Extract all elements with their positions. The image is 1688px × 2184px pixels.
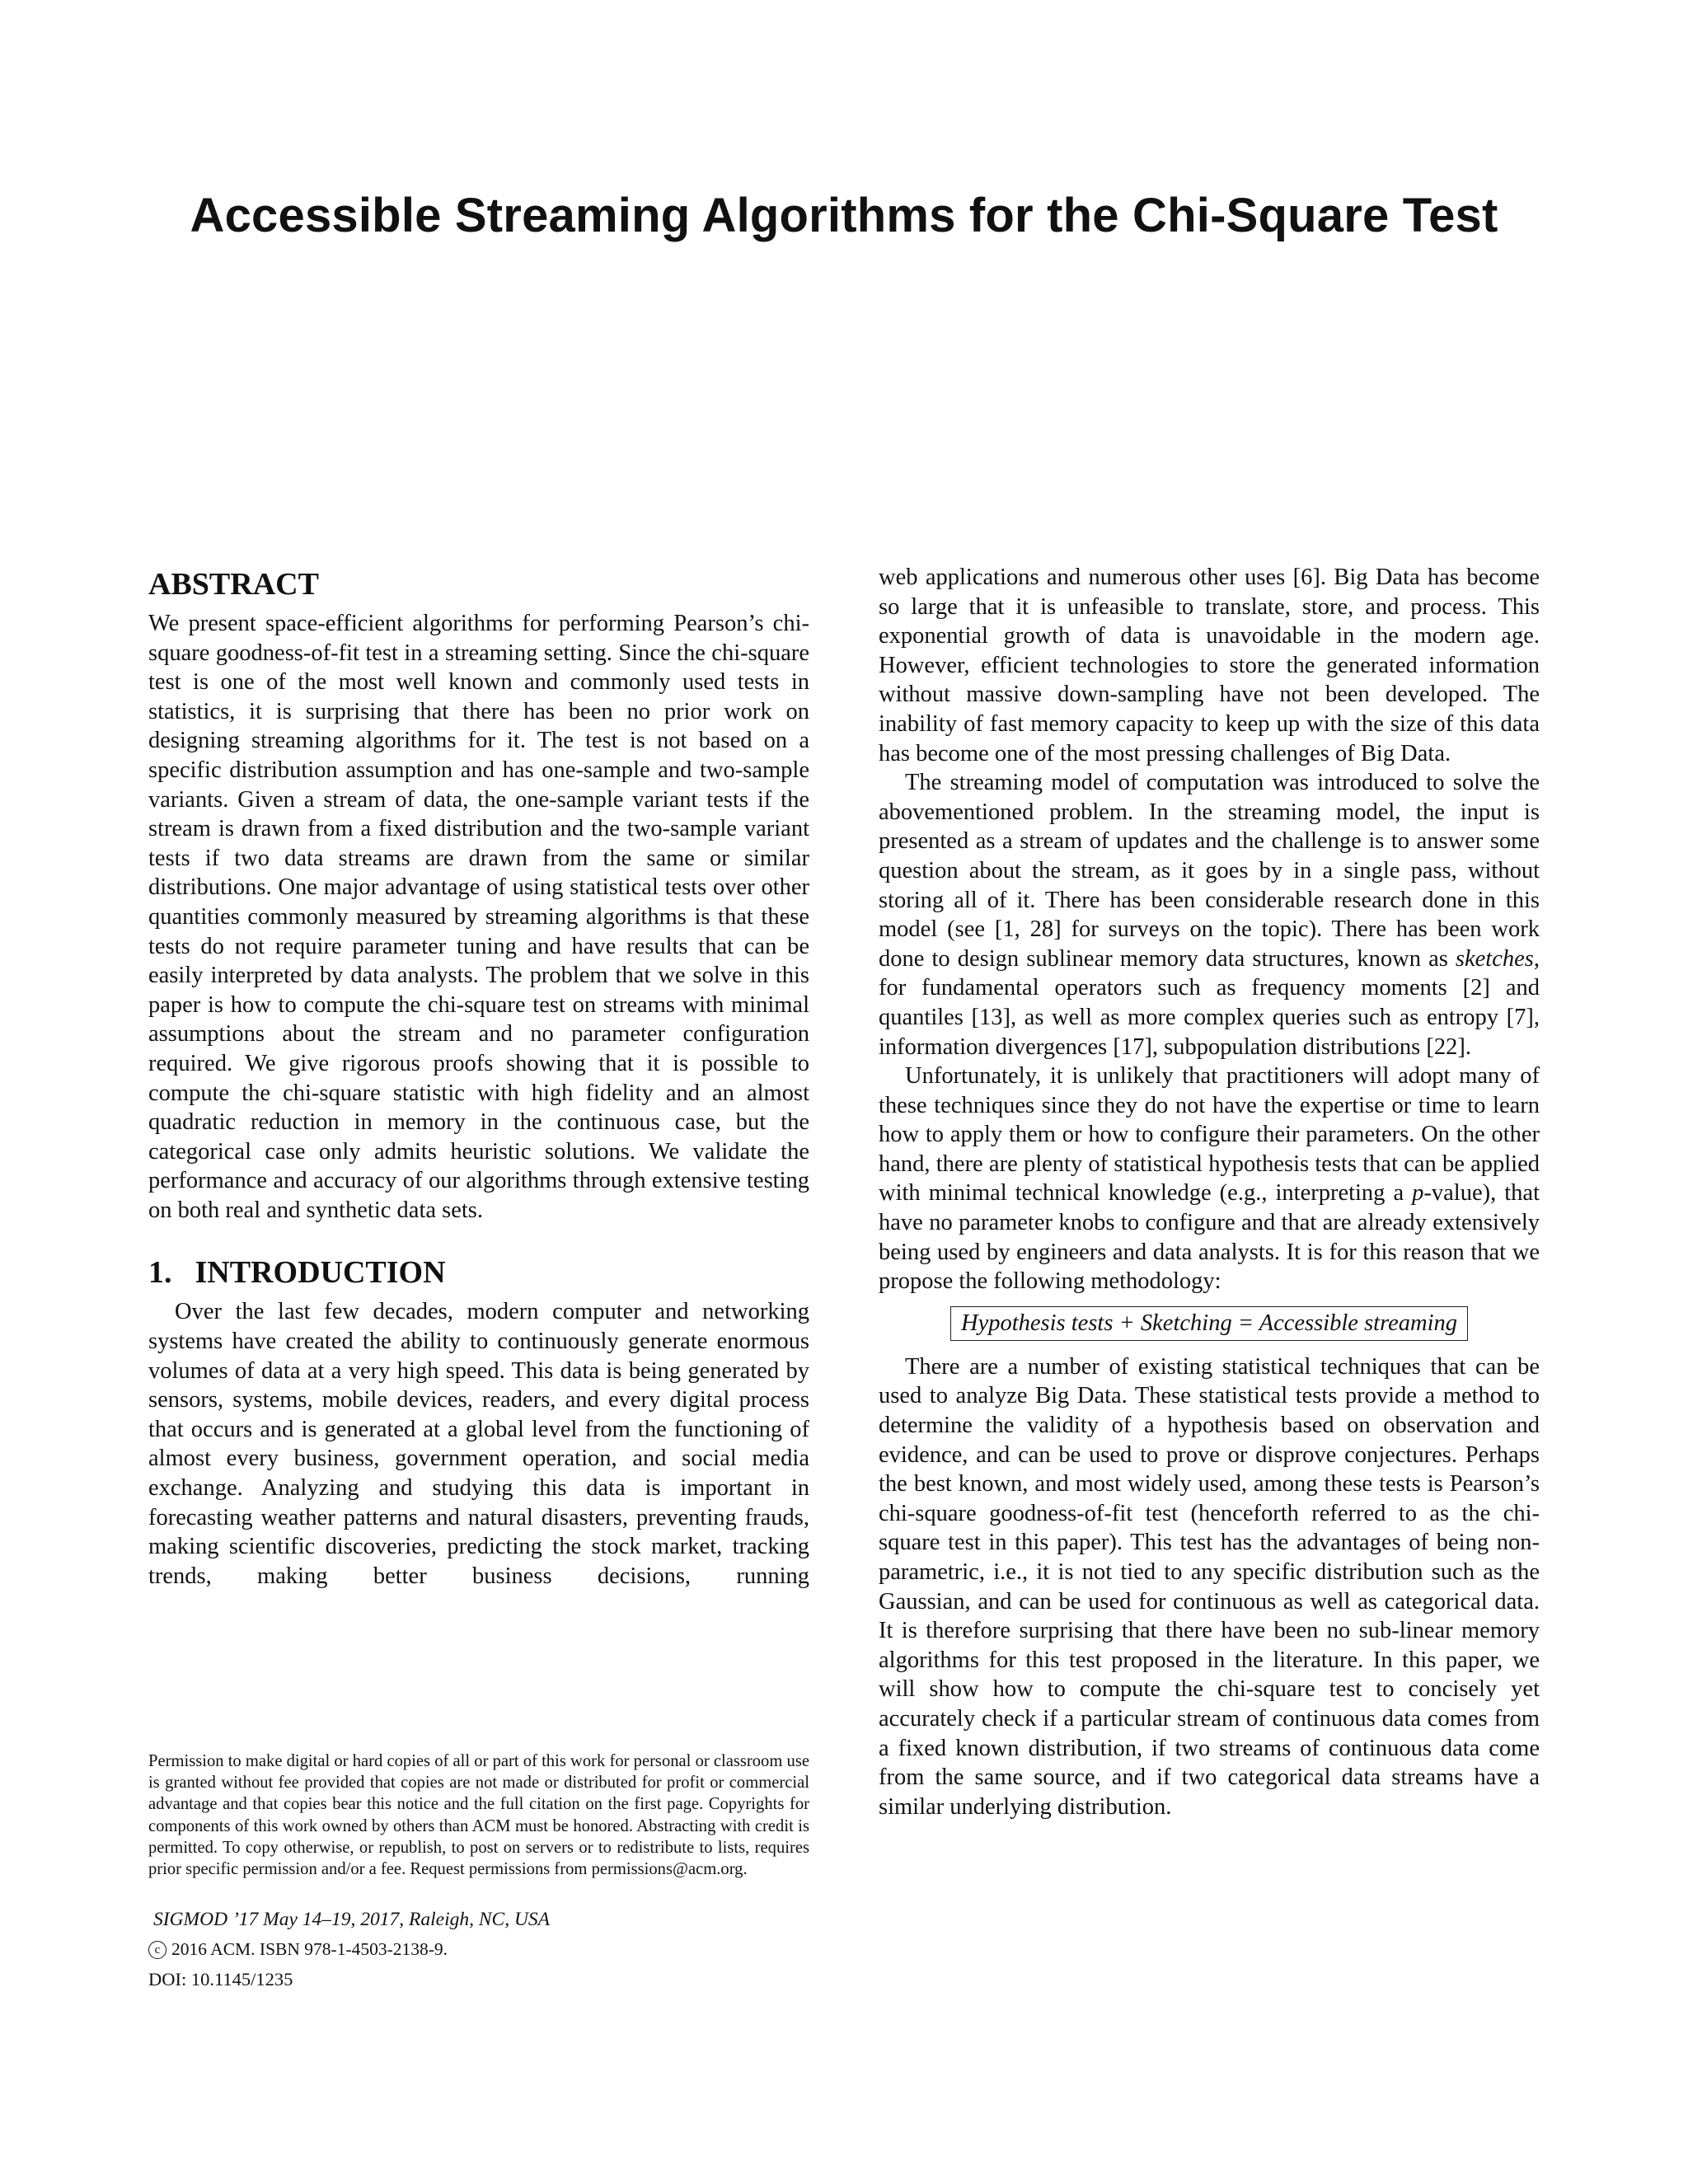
copyright-text: 2016 ACM. ISBN 978-1-4503-2138-9. (171, 1939, 448, 1959)
intro-paragraph-3 (879, 1062, 1540, 1296)
copyright-icon: c (148, 1941, 166, 1959)
doi-line: DOI: 10.1145/1235 (148, 1969, 293, 1990)
section-title: INTRODUCTION (195, 1255, 446, 1291)
methodology-formula: Hypothesis tests + Sketching = Accessible streaming (950, 1306, 1468, 1341)
intro-paragraph-2 (879, 768, 1540, 1062)
conference-venue: SIGMOD ’17 May 14–19, 2017, Raleigh, NC, USA (153, 1909, 551, 1930)
intro-paragraph-1-continued (879, 563, 1540, 768)
abstract-text: We present space-efficient algorithms for performing Pearson’s chi-square goodness-of-fit test in a streaming setting. Since the chi-square test is one of the most well known and commonly used tests in statistics, it is surprising that there has been no prior work on designing streaming algorithms for it. The test is not based on a specific distribution assumption and has one-sample and two-sample variants. Given a stream of data, the one-sample variant tests if the stream is drawn from a fixed distribution and the two-sample variant tests if two data streams are drawn from the same or similar distributions. One major advantage of using statistical tests over other quantities commonly measured by streaming algorithms is that these tests do not require parameter tuning and have results that can be easily interpreted by data analysts. The problem that we solve in this paper is how to compute the chi-square test on streams with minimal assumptions about the stream and no parameter configuration required. We give rigorous proofs showing that it is possible to compute the chi-square statistic with high fidelity and an almost quadratic reduction in memory in the continuous case, but the categorical case only admits heuristic solutions. We validate the performance and accuracy of our algorithms through extensive testing on both real and synthetic data sets. (148, 611, 809, 1223)
copyright-line (148, 1939, 809, 1960)
p2-text-b: , for fundamental operators such as frequency moments [2] and quantiles [13], as well as more complex queries such as entropy [7], information divergences [17], subpopulation distributions [22]. (879, 945, 1540, 1060)
right-column (879, 565, 1540, 1821)
left-column (148, 565, 809, 1591)
paper-title: Accessible Streaming Algorithms for the Chi-Square Test (190, 189, 1498, 242)
introduction-heading (148, 1253, 809, 1292)
p2-text-a: The streaming model of computation was introduced to solve the abovementioned problem. In the streaming model, the input is presented as a stream of updates and the challenge is to answer some question about the stream, as it goes by in a single pass, without storing all of it. There has been considerable research done in this model (see [1, 28] for surveys on the topic). There has been work done to design sublinear memory data structures, known as (879, 770, 1540, 972)
permission-notice: Permission to make digital or hard copies of all or part of this work for personal or classroom use is granted without fee provided that copies are not made or distributed for profit or commercial advantage and that copies bear this notice and the full citation on the first page. Copyrights for components of this work owned by others than ACM must be honored. Abstracting with credit is permitted. To copy otherwise, or republish, to post on servers or to redistribute to lists, requires prior specific permission and/or a fee. Request permissions from permissions@acm.org. (148, 1752, 809, 1879)
p3-text-b: -value), that have no parameter knobs to configure and that are already extensively being used by engineers and data analysts. It is for this reason that we propose the following methodology: (879, 1180, 1540, 1295)
p3-emphasis: p (1412, 1180, 1424, 1207)
intro-paragraph-1: Over the last few decades, modern computer and networking systems have created the ability to continuously generate enormous volumes of data at a very high speed. This data is being generated by sensors, systems, mobile devices, readers, and every digital process that occurs and is generated at a global level from the functioning of almost every business, government operation, and social media exchange. Analyzing and studying this data is important in forecasting weather patterns and natural disasters, preventing frauds, making scientific discoveries, predicting the stock market, tracking trends, making better business decisions, running (148, 1299, 809, 1589)
intro-paragraph-4: There are a number of existing statistical techniques that can be used to analyze Big Data. These statistical tests provide a method to determine the validity of a hypothesis based on observation and evidence, and can be used to prove or disprove conjectures. Perhaps the best known, and most widely used, among these tests is Pearson’s chi-square goodness-of-fit test (henceforth referred to as the chi-square test in this paper). This test has the advantages of being non-parametric, i.e., it is not tied to any specific distribution such as the Gaussian, and can be used for continuous as well as categorical data. It is therefore surprising that there have been no sub-linear memory algorithms for this test proposed in the literature. In this paper, we will show how to compute the chi-square test to concisely yet accurately check if a particular stream of continuous data comes from a fixed known distribution, if two streams of continuous data come from the same source, and if two categorical data streams have a similar underlying distribution. (879, 1353, 1540, 1820)
section-number: 1. (148, 1255, 172, 1291)
p2-emphasis: sketches (1455, 945, 1534, 972)
methodology-formula-wrap (879, 1306, 1540, 1341)
intro-paragraph-1-tail: web applications and numerous other uses [6]. Big Data has become so large that it is unfeasible to translate, store, and process. This exponential growth of data is unavoidable in the modern age. However, efficient technologies to store the generated information without massive down-sampling have not been developed. The inability of fast memory capacity to keep up with the size of this data has become one of the most pressing challenges of Big Data. (879, 565, 1540, 766)
p3-text-a: Unfortunately, it is unlikely that practitioners will adopt many of these techniques since they do not have the expertise or time to learn how to apply them or how to configure their parameters. On the other hand, there are plenty of statistical hypothesis tests that can be applied with minimal technical knowledge (e.g., interpreting a (879, 1063, 1540, 1207)
abstract-heading: ABSTRACT (148, 567, 319, 602)
